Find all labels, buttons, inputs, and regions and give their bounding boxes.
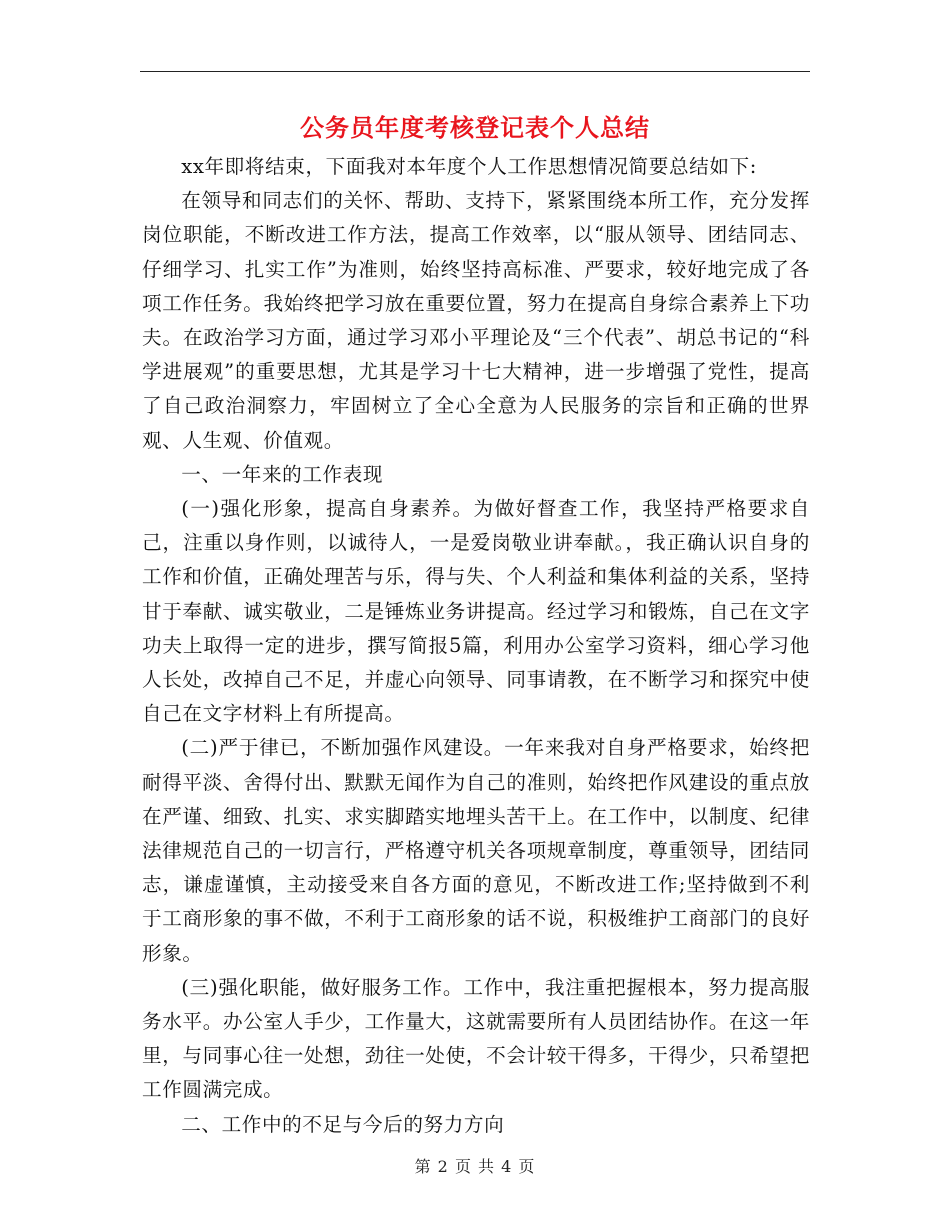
paragraph-summary: 在领导和同志们的关怀、帮助、支持下，紧紧围绕本所工作，充分发挥岗位职能，不断改进工作方法，提高工作效率，以“服从领导、团结同志、仔细学习、扎实工作”为准则，始终坚持高标准、严要求，较好地完成了各项工作任务。我始终把学习放在重要位置，努力在提高自身综合素养上下功夫。在政治学习方面，通过学习邓小平理论及“三个代表”、胡总书记的“科学进展观”的重要思想，尤其是学习十七大精神，进一步增强了党性，提高了自己政治洞察力，牢固树立了全心全意为人民服务的宗旨和正确的世界观、人生观、价值观。 [142, 189, 810, 452]
paragraph-item-2: (二)严于律已，不断加强作风建设。一年来我对自身严格要求，始终把耐得平淡、舍得付出、默默无闻作为自己的准则，始终把作风建设的重点放在严谨、细致、扎实、求实脚踏实地埋头苦干上。在工作中，以制度、纪律法律规范自己的一切言行，严格遵守机关各项规章制度，尊重领导，团结同志，谦虚谨慎，主动接受来自各方面的意见，不断改进工作;坚持做到不利于工商形象的事不做，不利于工商形象的话不说，积极维护工商部门的良好形象。 [142, 736, 810, 965]
document-title: 公务员年度考核登记表个人总结 [300, 114, 650, 142]
document-body [142, 150, 810, 1142]
section-heading-1: 一、一年来的工作表现 [181, 462, 384, 486]
paragraph-intro: xx年即将结束，下面我对本年度个人工作思想情况简要总结如下: [181, 155, 757, 178]
paragraph-item-3: (三)强化职能，做好服务工作。工作中，我注重把握根本，努力提高服务水平。办公室人手少，工作量大，这就需要所有人员团结协作。在这一年里，与同事心往一处想，劲往一处使，不会计较干得多，干得少，只希望把工作圆满完成。 [142, 975, 810, 1102]
section-heading-2: 二、工作中的不足与今后的努力方向 [181, 1112, 505, 1136]
header-rule [140, 71, 810, 72]
paragraph-item-1: (一)强化形象，提高自身素养。为做好督查工作，我坚持严格要求自己，注重以身作则，以诚待人，一是爱岗敬业讲奉献。，我正确认识自身的工作和价值，正确处理苦与乐，得与失、个人利益和集体利益的关系，坚持甘于奉献、诚实敬业，二是锤炼业务讲提高。经过学习和锻炼，自己在文字功夫上取得一定的进步，撰写简报5篇，利用办公室学习资料，细心学习他人长处，改掉自己不足，并虚心向领导、同事请教，在不断学习和探究中使自己在文字材料上有所提高。 [142, 497, 810, 726]
page-footer: 第 2 页 共 4 页 [414, 1157, 536, 1176]
